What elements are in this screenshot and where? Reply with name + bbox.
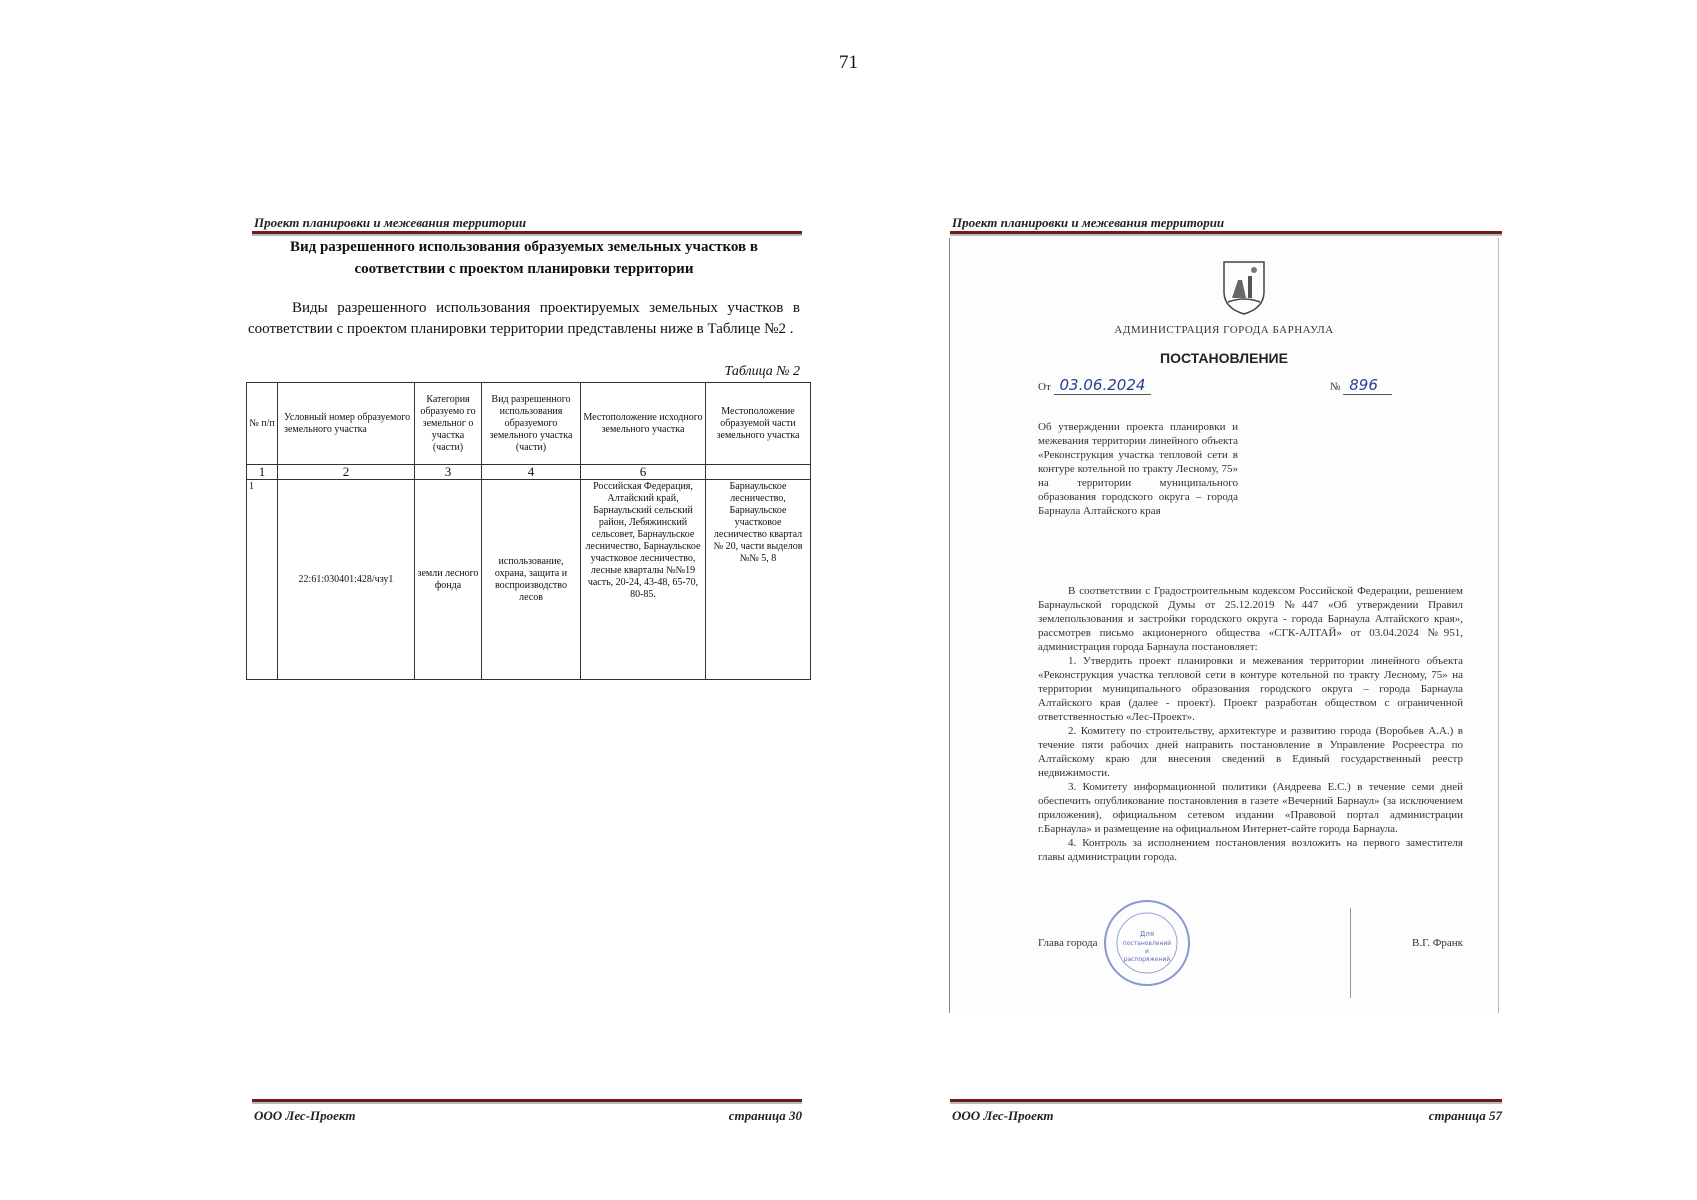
city-crest-icon — [1220, 258, 1268, 316]
svg-text:распоряжений: распоряжений — [1123, 956, 1171, 963]
date-value: 03.06.2024 — [1054, 376, 1152, 395]
header-cell: Условный номер образуемого земельного участка — [278, 383, 415, 465]
decree-date — [1038, 376, 1151, 394]
table-caption: Таблица № 2 — [724, 364, 800, 379]
right-footer-rule — [950, 1099, 1502, 1104]
administration-name: АДМИНИСТРАЦИЯ ГОРОДА БАРНАУЛА — [1114, 324, 1334, 336]
signer-name: В.Г. Франк — [1411, 937, 1463, 949]
table-cell: 22:61:030401:428/чзу1 — [278, 480, 415, 680]
decree-subject: Об утверждении проекта планировки и межевания территории линейного объекта «Реконструкция участка тепловой сети в контуре котельной по тракту Лесному, 75» на территории муниципального образования городского округа – города Барнаула Алтайского края — [1038, 421, 1238, 517]
decree-paragraph: 1. Утвердить проект планировки и межевания территории линейного объекта «Реконструкция участка тепловой сети в контуре котельной по тракту Лесному, 75» на территории муниципального образования городского округа – города Барнаула Алтайского края (далее - проект). Проект разработан обществом с ограниченной ответственностью «Лес-Проект». — [1038, 655, 1463, 723]
signer-title: Глава города — [1038, 937, 1098, 949]
signature-row — [1038, 936, 1463, 950]
number-value: 896 — [1343, 376, 1392, 395]
left-page-header: Проект планировки и межевания территории — [254, 215, 527, 230]
left-footer-page: страница 30 — [728, 1108, 802, 1123]
left-footer-rule — [252, 1099, 802, 1104]
table-cell: Барнаульское лесничество, Барнаульское участковое лесничество квартал № 20, части выделов №№ 5, 8 — [706, 480, 811, 680]
right-footer-company: ООО Лес-Проект — [952, 1108, 1054, 1123]
page-number: 71 — [839, 52, 858, 73]
scanned-decree — [949, 238, 1499, 1013]
decree-paragraph: 4. Контроль за исполнением постановления возложить на первого заместителя главы администрации города. — [1038, 837, 1463, 863]
header-cell: Местоположение образуемой части земельного участка — [706, 383, 811, 465]
header-cell: Местоположение исходного земельного участка — [581, 383, 706, 465]
left-footer-company: ООО Лес-Проект — [254, 1108, 356, 1123]
header-cell: № п/п — [247, 383, 278, 465]
header-cell: Категория образуемо го земельног о участка (части) — [415, 383, 482, 465]
table-cell: земли лесного фонда — [415, 480, 482, 680]
column-number-cell: 2 — [278, 465, 415, 480]
table-row — [247, 480, 811, 680]
title-line-2: соответствии с проектом планировки территории — [354, 261, 694, 277]
column-number-cell: 6 — [581, 465, 706, 480]
table-cell: 1 — [247, 480, 278, 680]
decree-number — [1330, 376, 1392, 394]
right-page-header: Проект планировки и межевания территории — [952, 215, 1225, 230]
number-prefix: № — [1330, 381, 1341, 393]
left-page-title — [248, 236, 800, 280]
decree-title: ПОСТАНОВЛЕНИЕ — [1160, 350, 1288, 366]
column-number-cell — [706, 465, 811, 480]
decree-body — [1038, 584, 1463, 864]
right-footer-page: страница 57 — [1428, 1108, 1502, 1123]
left-intro-paragraph: Виды разрешенного использования проектируемых земельных участков в соответствии с проектом планировки территории представлены ниже в Таблице №2 . — [248, 300, 800, 337]
column-number-cell: 4 — [482, 465, 581, 480]
column-number-cell: 3 — [415, 465, 482, 480]
signature-line — [1350, 908, 1351, 998]
svg-text:и: и — [1145, 948, 1149, 955]
svg-text:Для: Для — [1139, 930, 1155, 938]
svg-text:постановлений: постановлений — [1122, 940, 1172, 947]
decree-paragraph: 2. Комитету по строительству, архитектуре и развитию города (Воробьев А.А.) в течение пяти рабочих дней направить постановление в Управление Росреестра по Алтайскому краю для внесения сведений в Единый государственный реестр недвижимости. — [1038, 725, 1463, 779]
column-number-row — [247, 465, 811, 480]
table-header-row — [247, 383, 811, 465]
table-cell: использование, охрана, защита и воспроизводство лесов — [482, 480, 581, 680]
land-use-table — [246, 382, 811, 680]
table-cell: Российская Федерация, Алтайский край, Барнаульский сельский район, Лебяжинский сельсовет, Барнаульское лесничество, Барнаульское участковое лесничество, лесные кварталы №№19 часть, 20-24, 43-48, 65-70, 80-85. — [581, 480, 706, 680]
right-header-rule — [950, 231, 1502, 236]
decree-paragraph: В соответствии с Градостроительным кодексом Российской Федерации, решением Барнаульской городской Думы от 25.12.2019 №447 «Об утверждении Правил землепользования и застройки городского округа - города Барнаула Алтайского края», рассмотрев письмо акционерного общества «СГК-АЛТАЙ» от 03.04.2024 №951, администрация города Барнаула постановляет: — [1038, 585, 1463, 653]
title-line-1: Вид разрешенного использования образуемых земельных участков в — [289, 239, 758, 255]
column-number-cell: 1 — [247, 465, 278, 480]
header-cell: Вид разрешенного использования образуемого земельного участка (части) — [482, 383, 581, 465]
decree-paragraph: 3. Комитету информационной политики (Андреева Е.С.) в течение семи дней обеспечить опубликование постановления в газете «Вечерний Барнаул» (за исключением приложения), официальном сетевом издании «Правовой портал администрации г.Барнаула» и размещение на официальном Интернет-сайте города Барнаула. — [1038, 781, 1463, 835]
date-prefix: От — [1038, 381, 1051, 393]
